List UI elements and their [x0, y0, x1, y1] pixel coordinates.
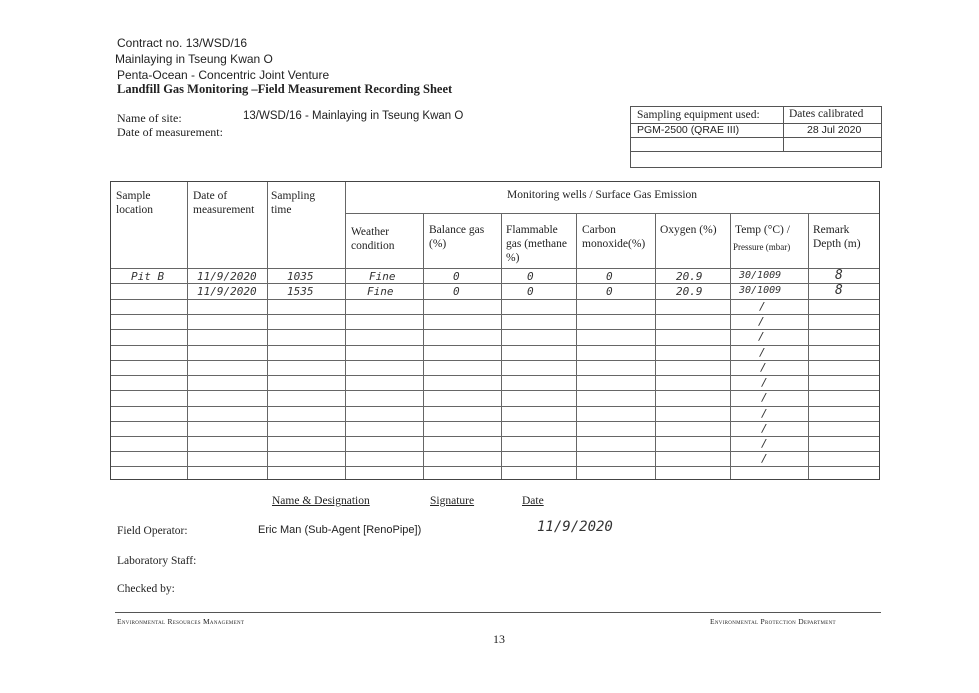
header-balance-gas: Balance gas (%) — [429, 224, 485, 250]
checked-by-label: Checked by: — [117, 583, 175, 595]
header-pressure: Pressure (mbar) — [733, 242, 791, 252]
header-monitoring-group: Monitoring wells / Surface Gas Emission — [507, 189, 698, 201]
header-carbon-monoxide: Carbon monoxide(%) — [582, 224, 646, 250]
row1-date: 11/9/2020 — [197, 270, 257, 283]
calibrated-value: 28 Jul 2020 — [807, 124, 862, 136]
site-name-value: 13/WSD/16 - Mainlaying in Tseung Kwan O — [243, 110, 464, 122]
footer-left: Environmental Resources Management — [117, 617, 245, 626]
header-date-of-measurement: Date of measurement — [193, 190, 255, 216]
slash-mark: / — [761, 452, 768, 465]
sheet-title: Landfill Gas Monitoring –Field Measurement Recording Sheet — [117, 82, 453, 96]
header-flammable-gas: Flammable gas (methane %) — [506, 224, 567, 264]
header-temp: Temp (°C) / — [735, 224, 790, 236]
slash-mark: / — [760, 361, 767, 374]
row1-oxygen: 20.9 — [676, 270, 703, 283]
row1-flammable: 0 — [527, 270, 534, 283]
row2-time: 1535 — [287, 285, 314, 298]
row1-weather: Fine — [369, 270, 396, 283]
footer-divider — [115, 612, 881, 613]
equipment-table — [630, 106, 882, 168]
slash-mark: / — [761, 407, 768, 420]
page-number: 13 — [493, 632, 505, 646]
header-sampling-time: Sampling time — [271, 190, 316, 216]
field-operator-date: 11/9/2020 — [537, 519, 613, 535]
header-sample-location: Sample location — [116, 190, 154, 216]
row2-oxygen: 20.9 — [676, 285, 703, 298]
slash-mark: / — [759, 346, 766, 359]
row1-time: 1035 — [287, 270, 314, 283]
footer-right: Environmental Protection Department — [710, 617, 836, 626]
header-weather: Weather condition — [351, 226, 395, 252]
row2-co: 0 — [606, 285, 613, 298]
equipment-used-header: Sampling equipment used: — [637, 109, 760, 121]
field-operator-name: Eric Man (Sub-Agent [RenoPipe]) — [258, 524, 422, 536]
row1-remark: 8 — [835, 268, 843, 283]
date-of-measurement-label: Date of measurement: — [117, 125, 223, 139]
slash-mark: / — [758, 330, 765, 343]
row2-date: 11/9/2020 — [197, 285, 257, 298]
signoff-date-header: Date — [522, 495, 544, 507]
field-operator-label: Field Operator: — [117, 525, 188, 537]
row2-temp-pressure: 30/1009 — [739, 285, 782, 296]
slash-mark: / — [761, 376, 768, 389]
lab-staff-label: Laboratory Staff: — [117, 555, 197, 567]
site-name-label: Name of site: — [117, 111, 182, 125]
row2-remark: 8 — [835, 283, 843, 298]
row1-location: Pit B — [131, 270, 165, 283]
measurement-table — [110, 181, 880, 480]
slash-mark: / — [758, 315, 765, 328]
row2-balance: 0 — [453, 285, 460, 298]
row1-temp-pressure: 30/1009 — [739, 270, 782, 281]
row2-flammable: 0 — [527, 285, 534, 298]
equipment-value: PGM-2500 (QRAE III) — [637, 124, 740, 136]
dates-calibrated-header: Dates calibrated — [789, 108, 864, 120]
signoff-name-header: Name & Designation — [272, 495, 370, 507]
slash-mark: / — [761, 391, 768, 404]
signoff-signature-header: Signature — [430, 495, 475, 507]
header-remark-depth: Remark Depth (m) — [813, 224, 861, 250]
row1-co: 0 — [606, 270, 613, 283]
slash-mark: / — [761, 437, 768, 450]
header-oxygen: Oxygen (%) — [660, 224, 717, 236]
slash-mark: / — [759, 300, 766, 313]
contractor-name: Penta-Ocean - Concentric Joint Venture — [117, 68, 330, 82]
project-name: Mainlaying in Tseung Kwan O — [115, 52, 273, 66]
contract-number: Contract no. 13/WSD/16 — [117, 36, 248, 50]
row1-balance: 0 — [453, 270, 460, 283]
slash-mark: / — [761, 422, 768, 435]
row2-weather: Fine — [367, 285, 394, 298]
